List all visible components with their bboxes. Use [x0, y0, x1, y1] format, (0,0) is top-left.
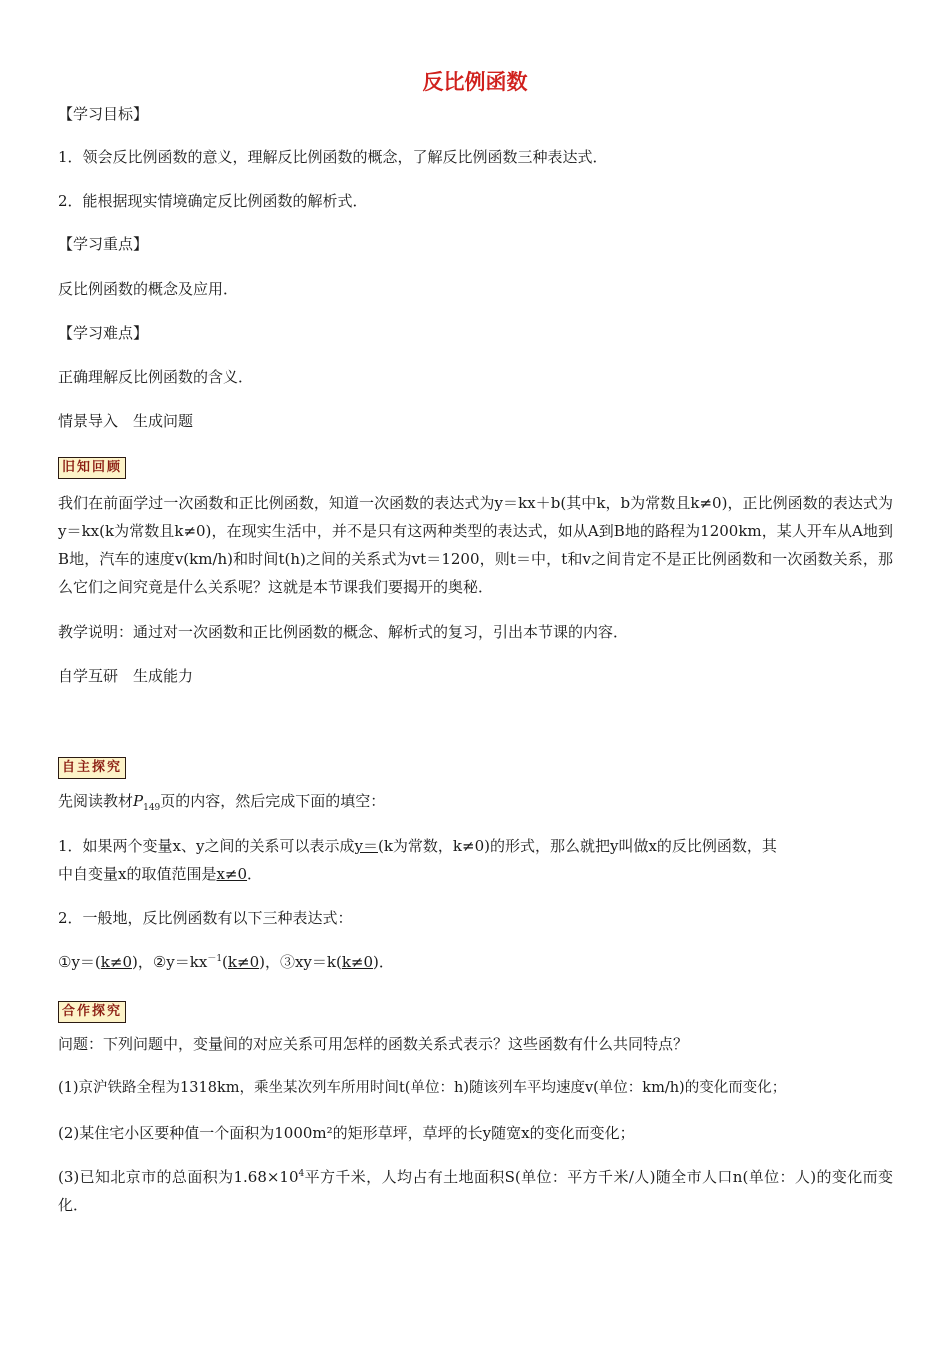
self-study-intro: 先阅读教材$P_{149}$页的内容，然后完成下面的填空：: [58, 792, 386, 813]
answer-blank-5: k≠0: [341, 953, 374, 971]
teaching-note: 教学说明：通过对一次函数和正比例函数的概念、解析式的复习，引出本节课的内容．: [58, 623, 629, 641]
review-tag: 旧知回顾: [58, 457, 126, 479]
goal-item-2: 2．能根据现实情境确定反比例函数的解析式．: [58, 192, 368, 210]
question-1-line-1: 1．如果两个变量x、y之间的关系可以表示成y＝(k为常数，k≠0)的形式，那么就把y叫做x的反比例函数，其: [58, 837, 777, 855]
problem-1: (1)京沪铁路全程为1318km，乘坐某次列车所用时间t(单位：h)随该列车平均速度v(单位：km/h)的变化而变化；: [58, 1080, 787, 1096]
cooperate-question: 问题：下列问题中，变量间的对应关系可用怎样的函数关系式表示？这些函数有什么共同特点？: [58, 1035, 689, 1053]
learning-goals-header: 【学习目标】: [58, 105, 149, 123]
difficulty-text: 正确理解反比例函数的含义．: [58, 368, 254, 386]
review-paragraph: 我们在前面学过一次函数和正比例函数，知道一次函数的表达式为y＝kx＋b(其中k，b为常数且k≠0)，正比例函数的表达式为y＝kx(k为常数且k≠0)，在现实生活中，并不是只有这两种类型的表达式，如从A到B地的路程为1200km，某人开车从A地到B地，汽车的速度v(km/h)和时间t(h)之间的关系式为vt＝1200，则t＝中，t和v之间肯定不是正比例函数和一次函数关系，那么它们之间究竟是什么关系呢？这就是本节课我们要揭开的奥秘．: [58, 494, 893, 596]
answer-blank-3: k≠0: [100, 953, 132, 971]
goal-item-1: 1．领会反比例函数的意义，理解反比例函数的概念，了解反比例函数三种表达式．: [58, 148, 608, 166]
difficulty-header: 【学习难点】: [58, 324, 149, 342]
page-title: 反比例函数: [422, 70, 528, 94]
focus-header: 【学习重点】: [58, 235, 149, 253]
problem-2: (2)某住宅小区要种值一个面积为1000m²的矩形草坪，草坪的长y随宽x的变化而变化；: [58, 1124, 635, 1142]
three-forms-line: ①y＝(k≠0)，$②y=kx^{-1}(k\ne 0)$，③xy＝k(k≠0)．: [58, 953, 394, 971]
answer-blank-4: k≠0: [227, 953, 260, 971]
question-2: 2．一般地，反比例函数有以下三种表达式：: [58, 909, 353, 927]
answer-blank-1: y＝: [354, 837, 378, 855]
problem-3: (3)已知北京市的总面积为$1.68\times 10^4$平方千米，人均占有土地面积S(单位：平方千米/人)随全市人口n(单位：人)的变化而变化．: [58, 1168, 893, 1214]
answer-blank-2: x≠0: [216, 865, 248, 883]
question-1-line-2: 中自变量x的取值范围是x≠0．: [58, 865, 263, 883]
section-intro-heading: 情景导入 生成问题: [58, 412, 194, 430]
section-self-study-heading: 自学互研 生成能力: [58, 667, 194, 685]
focus-text: 反比例函数的概念及应用．: [58, 280, 239, 298]
cooperate-tag: 合作探究: [58, 1001, 126, 1023]
self-study-tag: 自主探究: [58, 757, 126, 779]
